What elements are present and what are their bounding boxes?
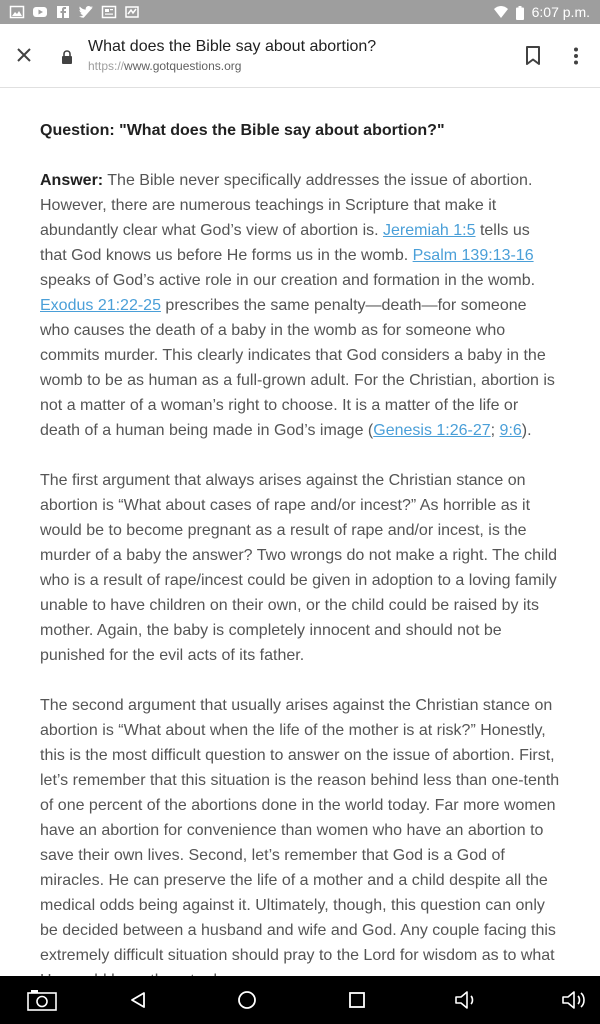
home-icon — [237, 990, 257, 1010]
recents-icon — [349, 992, 365, 1008]
article-content — [40, 88, 560, 976]
answer-text: prescribes the same penalty—death—for someone who causes the death of a baby in the womb as for someone who commits murder. This clearly indicates that God considers a baby in the womb to be as human as a full-grown adult. For the Christian, abortion is not a matter of a woman’s right to choose. It is a matter of the life or death of a human being made in God’s image ( — [40, 297, 555, 439]
bookmark-icon — [525, 46, 541, 66]
back-icon — [129, 991, 147, 1009]
answer-paragraph — [40, 168, 560, 443]
link-genesis-9-6[interactable]: 9:6 — [499, 422, 522, 439]
status-bar — [0, 0, 600, 24]
paragraph-rape-incest: The first argument that always arises against the Christian stance on abortion is “What about cases of rape and/or incest?” As horrible as it would be to become pregnant as a result of rape and/or incest, is the murder of a baby the answer? Two wrongs do not make a right. The child who is a result of rape/incest could be given in adoption to a loving family unable to have children on their own, or the child could be raised by its mother. Again, the baby is completely innocent and should not be punished for the evil acts of its father. — [40, 472, 558, 664]
answer-text: The Bible never specifically addresses the issue of abortion. However, there are numerous teachings in Scripture that make it abundantly clear what God’s view of abortion is. — [40, 172, 533, 239]
bookmark-button[interactable] — [522, 44, 544, 68]
clock: 6:07 p.m. — [531, 4, 590, 20]
wifi-icon — [494, 6, 508, 18]
question-heading: Question: "What does the Bible say about abortion?" — [40, 122, 445, 139]
answer-text: ; — [490, 422, 500, 439]
page-url — [88, 59, 241, 73]
custom-tab-toolbar — [0, 24, 600, 88]
recents-button[interactable] — [342, 976, 372, 1024]
more-vert-icon — [573, 47, 579, 65]
back-button[interactable] — [124, 976, 152, 1024]
facebook-icon — [56, 6, 70, 18]
link-jeremiah[interactable]: Jeremiah 1:5 — [383, 222, 476, 239]
home-button[interactable] — [232, 976, 262, 1024]
volume-up-button[interactable] — [558, 976, 594, 1024]
lock-icon — [61, 50, 73, 64]
overflow-menu-button[interactable] — [566, 44, 586, 68]
url-scheme: https:// — [88, 59, 125, 73]
gallery-icon — [10, 6, 24, 18]
news-icon — [102, 6, 116, 18]
app-icon — [125, 6, 139, 18]
page-title: What does the Bible say about abortion? — [88, 38, 377, 55]
screenshot-button[interactable] — [24, 976, 60, 1024]
system-icons — [494, 4, 590, 20]
volume-up-icon — [561, 989, 591, 1011]
answer-text: ). — [521, 422, 532, 439]
navigation-bar — [0, 976, 600, 1024]
notification-icons — [10, 6, 139, 18]
link-genesis[interactable]: Genesis 1:26-27 — [373, 422, 491, 439]
battery-icon — [516, 6, 524, 18]
close-button[interactable] — [10, 41, 38, 69]
volume-down-button[interactable] — [450, 976, 484, 1024]
twitter-icon — [79, 6, 93, 18]
answer-text: tells us that God knows us before He forms us in the womb. — [40, 222, 530, 264]
link-psalm[interactable]: Psalm 139:13-16 — [412, 247, 534, 264]
close-icon — [16, 47, 32, 63]
answer-text: speaks of God’s active role in our creation and formation in the womb. — [40, 272, 536, 289]
screenshot-icon — [27, 989, 57, 1011]
answer-label: Answer: — [40, 172, 104, 189]
paragraph-mother-at-risk: The second argument that usually arises against the Christian stance on abortion is “What about when the life of the mother is at risk?” Honestly, this is the most difficult question to answer on the issue of abortion. First, let’s remember that this situation is the reason behind less than one-tenth of one percent of the abortions done in the world today. Far more women have an abortion for convenience than women who have an abortion to save their own lives. Second, let’s remember that God is a God of miracles. He can preserve the life of a mother and a child despite all the medical odds being against it. Ultimately, though, this question can only be decided between a husband and wife and God. Any couple facing this extremely difficult situation should pray to the Lord for wisdom as to what — [40, 697, 560, 964]
link-exodus[interactable]: Exodus 21:22-25 — [40, 297, 161, 314]
volume-down-icon — [454, 990, 480, 1010]
youtube-icon — [33, 6, 47, 18]
url-host: www.gotquestions.org — [124, 59, 242, 73]
